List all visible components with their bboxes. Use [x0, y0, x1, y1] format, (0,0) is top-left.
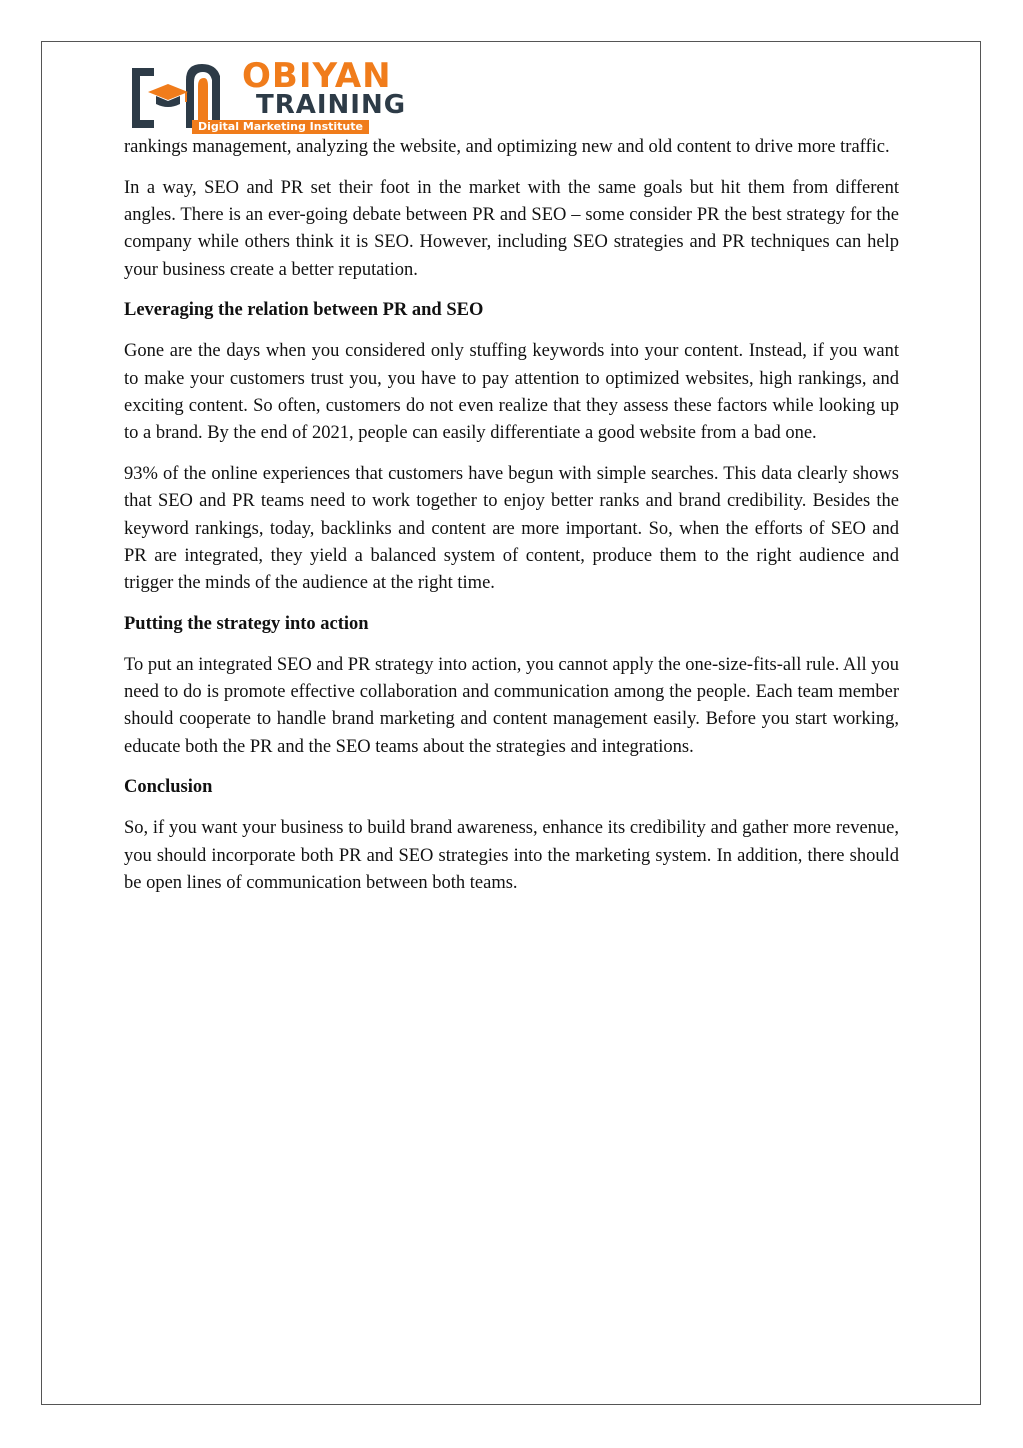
paragraph: rankings management, analyzing the website, and optimizing new and old content to drive more traffic. [124, 137, 890, 157]
logo-title: OBIYAN [242, 56, 392, 96]
paragraph: To put an integrated SEO and PR strategy into action, you cannot apply the one-size-fits-all rule. All you need to do is promote effective collaboration and communication among the people. Each team member should cooperate to handle brand marketing and content management easily. Before you start working, educate both the PR and the SEO teams about the strategies and integrations. [124, 654, 900, 757]
paragraph: Gone are the days when you considered only stuffing keywords into your content. Instead, if you want to make your customers trust you, you have to pay attention to optimized websites, high rankings, and exciting content. So often, customers do not even realize that they assess these factors while looking up to a brand. By the end of 2021, people can easily differentiate a good website from a bad one. [124, 341, 899, 444]
logo-tagline: Digital Marketing Institute [192, 120, 369, 134]
paragraph: So, if you want your business to build brand awareness, enhance its credibility and gather more revenue, you should incorporate both PR and SEO strategies into the marketing system. In addition, there should be open lines of communication between both teams. [124, 818, 899, 893]
section-heading: Leveraging the relation between PR and SEO [124, 300, 484, 321]
section-heading: Conclusion [124, 777, 213, 798]
obiyan-logo [124, 58, 414, 138]
paragraph: In a way, SEO and PR set their foot in the market with the same goals but hit them from different angles. There is an ever-going debate between PR and SEO – some consider PR the best strategy for the company while others think it is SEO. However, including SEO strategies and PR techniques can help your business create a better reputation. [124, 177, 899, 280]
section-heading: Putting the strategy into action [124, 613, 369, 634]
document-body [124, 134, 899, 911]
logo-subtitle: TRAINING [256, 90, 407, 120]
paragraph: 93% of the online experiences that customers have begun with simple searches. This data clearly shows that SEO and PR teams need to work together to enjoy better ranks and brand credibility. Besides the keyword rankings, today, backlinks and content are more important. So, when the efforts of SEO and PR are integrated, they yield a balanced system of content, produce them to the right audience and trigger the minds of the audience at the right time. [124, 463, 899, 594]
